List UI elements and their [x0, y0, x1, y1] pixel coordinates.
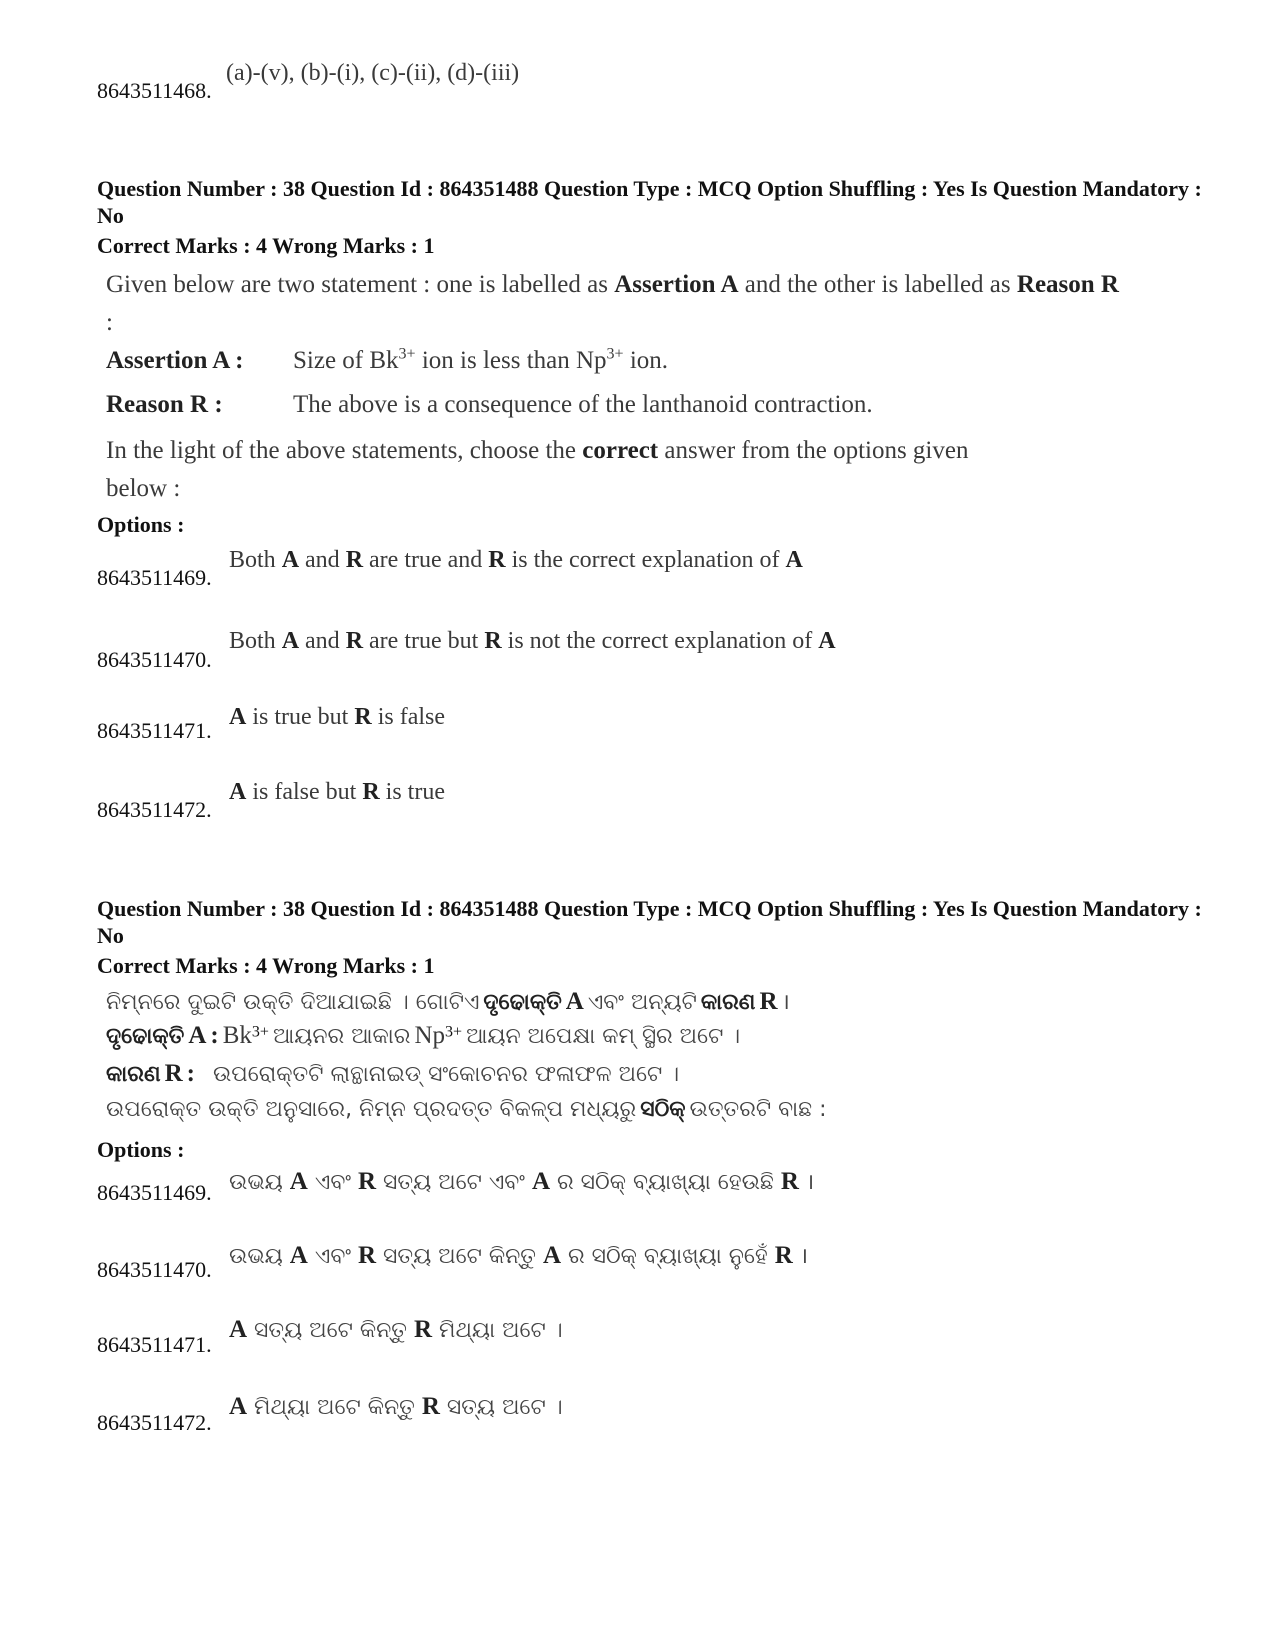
opt-part: are true but	[363, 628, 485, 654]
option-text-en-2[interactable]	[229, 628, 836, 655]
colon: :	[210, 1022, 219, 1049]
option-id-od-2: 8643511470.	[97, 1257, 212, 1282]
option-id-od-3: 8643511471.	[97, 1332, 212, 1357]
opt-part: Both	[229, 628, 282, 654]
opt-part: ସତ୍ୟ ଅଟେ ।	[439, 1395, 563, 1420]
np-symbol: Np	[414, 1022, 446, 1049]
reason-statement: The above is a consequence of the lanthanoid contraction.	[293, 391, 873, 418]
opt-part-bold: R	[354, 704, 372, 730]
odia-text: ନିମ୍ନରେ ଦୁଇଟି ଉକ୍ତି ଦିଆଯାଇଛି । ଗୋଟିଏ	[106, 990, 480, 1015]
odia-line-3	[106, 1060, 679, 1088]
opt-part-bold: R	[362, 779, 380, 805]
opt-part: ।	[792, 1244, 809, 1269]
option-id-od-4: 8643511472.	[97, 1410, 212, 1435]
assertion-key: Assertion A :	[106, 347, 244, 374]
option-id-en-3: 8643511471.	[97, 718, 212, 743]
opt-part-bold: A	[785, 547, 803, 573]
odia-text: ଆୟନ ଅପେକ୍ଷା କମ୍ ସ୍ଥିର ଅଟେ ।	[466, 1024, 741, 1049]
bk-charge: 3+	[251, 1023, 269, 1041]
assertion-statement	[293, 347, 668, 375]
opt-part: ଉଭୟ	[229, 1244, 290, 1269]
option-text-en-1[interactable]	[229, 547, 803, 574]
option-text-en-3[interactable]	[229, 704, 445, 731]
odia-bold: କାରଣ	[700, 990, 756, 1015]
opt-part-bold: A	[289, 1242, 308, 1269]
odia-line-1	[106, 986, 790, 1016]
opt-part: ମିଥ୍ୟା ଅଟେ ।	[432, 1318, 563, 1343]
opt-part-bold: R	[780, 1168, 799, 1195]
odia-text: ଉପରୋକ୍ତ ଉକ୍ତି ଅନୁସାରେ, ନିମ୍ନ ପ୍ରଦତ୍ତ ବିକଳ୍ପ ମଧ୍ୟରୁ	[106, 1097, 637, 1122]
opt-part-bold: A	[542, 1242, 561, 1269]
opt-part-bold: A	[229, 1393, 248, 1420]
opt-part: ସତ୍ୟ ଅଟେ କିନ୍ତୁ	[247, 1318, 414, 1343]
odia-bold: ଦୃଢୋକ୍ତି	[483, 990, 562, 1015]
odia-text: ଆୟନର ଆକାର	[272, 1024, 411, 1049]
opt-part: ର ସଠିକ୍ ବ୍ୟାଖ୍ୟା ହେଉଛି	[550, 1170, 781, 1195]
opt-part-bold: R	[345, 547, 364, 573]
option-text-od-1[interactable]	[229, 1166, 814, 1196]
intro-text-1: Given below are two statement : one is labelled as	[106, 271, 608, 298]
opt-part-bold: R	[488, 547, 506, 573]
opt-part: is false	[371, 704, 445, 730]
assertion-pre: Size of Bk	[293, 347, 399, 374]
assertion-post: ion.	[629, 347, 669, 374]
question-intro-en	[106, 266, 1126, 342]
opt-part-bold: A	[289, 1168, 308, 1195]
odia-bold: ଦୃଢୋକ୍ତି	[106, 1024, 185, 1049]
question-prompt-en	[106, 432, 1116, 508]
prompt-text-2: answer from the options given	[664, 437, 969, 464]
assertion-sup-1: 3+	[398, 345, 416, 363]
opt-part: is false but	[246, 779, 363, 805]
assertion-letter: A	[565, 988, 584, 1015]
np-charge: 3+	[445, 1023, 463, 1041]
opt-part: are true and	[363, 547, 489, 573]
opt-part: ମିଥ୍ୟା ଅଟେ କିନ୍ତୁ	[247, 1395, 422, 1420]
opt-part: ସତ୍ୟ ଅଟେ କିନ୍ତୁ	[376, 1244, 543, 1269]
odia-text: ଏବଂ ଅନ୍ୟଟି	[587, 990, 697, 1015]
prompt-bold: correct	[582, 437, 659, 464]
prompt-text-3: below :	[106, 475, 181, 502]
marks-od: Correct Marks : 4 Wrong Marks : 1	[97, 953, 435, 978]
intro-text-2: and the other is labelled as	[744, 271, 1011, 298]
question-header-en: Question Number : 38 Question Id : 864351488 Question Type : MCQ Option Shuffling : Yes Is Question Mandatory : No	[97, 176, 1202, 228]
option-id-en-4: 8643511472.	[97, 797, 212, 822]
opt-part-bold: A	[531, 1168, 551, 1195]
odia-text: ଉପରୋକ୍ତଟି ଲାନ୍ଥାନାଇଡ୍ ସଂକୋଚନର ଫଳାଫଳ ଅଟେ ।	[212, 1062, 680, 1087]
option-id-en-1: 8643511469.	[97, 565, 212, 590]
opt-part: is true but	[246, 704, 355, 730]
opt-part-bold: A	[818, 628, 836, 654]
odia-bold: ସଠିକ୍	[640, 1097, 686, 1122]
prev-option-id: 8643511468.	[97, 78, 212, 103]
opt-part-bold: A	[281, 547, 300, 573]
opt-part-bold: R	[357, 1242, 377, 1269]
colon: :	[186, 1060, 195, 1087]
opt-part: ।	[798, 1170, 815, 1195]
opt-part: and	[299, 628, 346, 654]
opt-part-bold: R	[484, 628, 502, 654]
opt-part-bold: A	[229, 1316, 248, 1343]
opt-part-bold: R	[357, 1168, 377, 1195]
assertion-mid: ion is less than Np	[421, 347, 607, 374]
marks-en: Correct Marks : 4 Wrong Marks : 1	[97, 233, 435, 258]
opt-part-bold: A	[229, 779, 247, 805]
opt-part: and	[299, 547, 346, 573]
option-text-od-3[interactable]	[229, 1316, 563, 1344]
prev-option-text: (a)-(v), (b)-(i), (c)-(ii), (d)-(iii)	[226, 60, 520, 86]
opt-part-bold: R	[413, 1316, 433, 1343]
opt-part: ସତ୍ୟ ଅଟେ ଏବଂ	[376, 1170, 532, 1195]
reason-letter: R	[759, 988, 778, 1015]
question-header-od: Question Number : 38 Question Id : 864351488 Question Type : MCQ Option Shuffling : Yes Is Question Mandatory : No	[97, 896, 1202, 948]
prompt-text-1: In the light of the above statements, choose the	[106, 437, 577, 464]
opt-part-bold: R	[774, 1242, 793, 1269]
opt-part: ଏବଂ	[307, 1244, 358, 1269]
opt-part: ଉଭୟ	[229, 1170, 290, 1195]
option-text-od-4[interactable]	[229, 1393, 563, 1421]
option-text-en-4[interactable]	[229, 779, 445, 806]
odia-line-4	[106, 1097, 827, 1122]
option-id-en-2: 8643511470.	[97, 647, 212, 672]
opt-part-bold: A	[229, 704, 247, 730]
reason-label: Reason R	[1016, 271, 1119, 298]
opt-part: Both	[229, 547, 282, 573]
opt-part: ଏବଂ	[307, 1170, 358, 1195]
odia-bold: କାରଣ	[106, 1062, 161, 1087]
intro-text-3: :	[106, 309, 113, 336]
assertion-label: Assertion A	[614, 271, 739, 298]
reason-letter: R	[164, 1060, 183, 1087]
option-text-od-2[interactable]	[229, 1240, 808, 1270]
bk-symbol: Bk	[222, 1022, 252, 1049]
odia-text: ଉତ୍ତରଟି ବାଛ :	[689, 1097, 827, 1122]
opt-part: is the correct explanation of	[505, 547, 786, 573]
options-label-od: Options :	[97, 1137, 185, 1162]
assertion-letter: A	[188, 1022, 207, 1049]
options-label-en: Options :	[97, 512, 185, 537]
opt-part: ର ସଠିକ୍ ବ୍ୟାଖ୍ୟା ନୁହେଁ	[561, 1244, 775, 1269]
opt-part: is true	[379, 779, 445, 805]
opt-part-bold: R	[421, 1393, 440, 1420]
reason-key: Reason R :	[106, 391, 223, 418]
opt-part-bold: A	[281, 628, 300, 654]
opt-part: is not the correct explanation of	[501, 628, 819, 654]
assertion-sup-2: 3+	[606, 345, 624, 363]
opt-part-bold: R	[345, 628, 364, 654]
option-id-od-1: 8643511469.	[97, 1180, 212, 1205]
odia-text: ।	[781, 990, 790, 1015]
odia-line-2	[106, 1022, 740, 1050]
